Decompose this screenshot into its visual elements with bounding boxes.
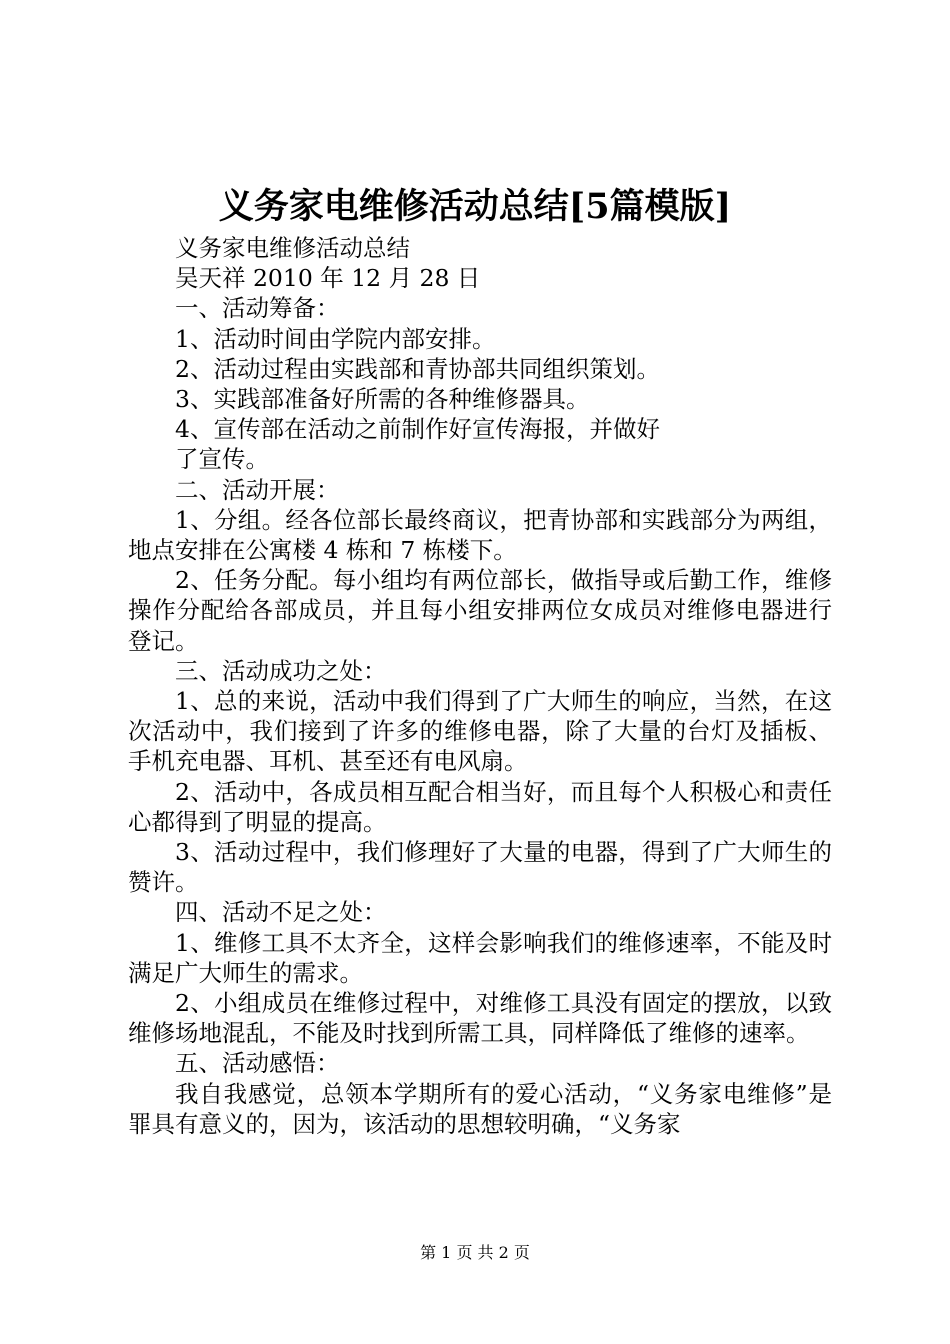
paragraph: 1、总的来说，活动中我们得到了广大师生的响应，当然，在这次活动中，我们接到了许多的维修电器，除了大量的台灯及插板、手机充电器、耳机、甚至还有电风扇。 <box>128 687 832 776</box>
page-footer: 第 1 页 共 2 页 <box>420 1243 530 1262</box>
paragraph-author-date: 吴天祥 2010 年 12 月 28 日 <box>175 264 481 293</box>
paragraph: 1、活动时间由学院内部安排。 <box>175 324 496 353</box>
document-body <box>128 233 832 1139</box>
paragraph-subtitle: 义务家电维修活动总结 <box>175 234 410 262</box>
paragraph: 4、宣传部在活动之前制作好宣传海报，并做好 <box>175 415 660 444</box>
paragraph: 了宣传。 <box>175 445 269 474</box>
paragraph: 3、活动过程中，我们修理好了大量的电器，得到了广大师生的赞许。 <box>128 838 832 897</box>
section-heading-execution: 二、活动开展： <box>175 475 340 504</box>
section-heading-shortcomings: 四、活动不足之处： <box>175 898 387 927</box>
paragraph: 1、维修工具不太齐全，这样会影响我们的维修速率，不能及时满足广大师生的需求。 <box>128 928 832 987</box>
paragraph: 2、活动中，各成员相互配合相当好，而且每个人积极心和责任心都得到了明显的提高。 <box>128 777 832 836</box>
paragraph: 2、小组成员在维修过程中，对维修工具没有固定的摆放，以致维修场地混乱，不能及时找到所需工具，同样降低了维修的速率。 <box>128 989 832 1048</box>
paragraph: 我自我感觉，总领本学期所有的爱心活动，“义务家电维修”是罪具有意义的，因为，该活动的思想较明确，“义务家 <box>128 1079 832 1138</box>
paragraph: 1、分组。经各位部长最终商议，把青协部和实践部分为两组，地点安排在公寓楼 4 栋和 7 栋楼下。 <box>128 505 832 565</box>
document-title: 义务家电维修活动总结[5篇模版] <box>218 186 732 227</box>
paragraph: 2、任务分配。每小组均有两位部长，做指导或后勤工作，维修操作分配给各部成员，并且每小组安排两位女成员对维修电器进行登记。 <box>128 566 832 655</box>
section-heading-reflection: 五、活动感悟： <box>175 1049 340 1078</box>
section-heading-preparation: 一、活动筹备： <box>175 294 340 323</box>
paragraph: 2、活动过程由实践部和青协部共同组织策划。 <box>175 354 660 383</box>
section-heading-success: 三、活动成功之处： <box>175 656 387 685</box>
paragraph: 3、实践部准备好所需的各种维修器具。 <box>175 385 590 414</box>
